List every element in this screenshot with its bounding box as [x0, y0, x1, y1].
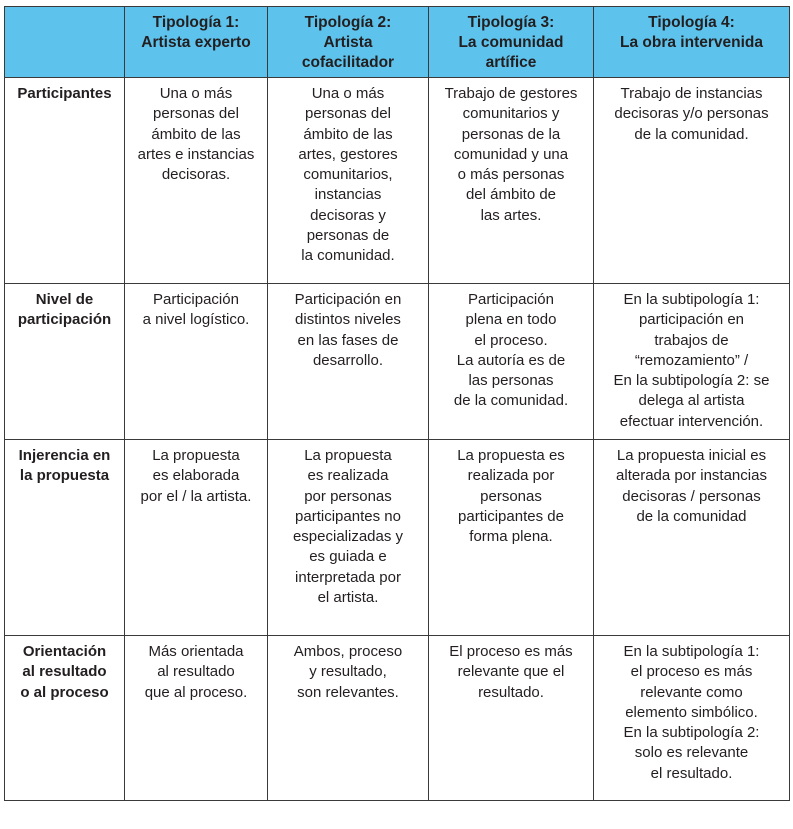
table-row-injerencia: [5, 440, 790, 636]
row-label: Injerencia en la propuesta: [5, 440, 125, 636]
table-cell: La propuesta inicial es alterada por instancias decisoras / personas de la comunidad: [594, 440, 790, 636]
header-typology-4: Tipología 4: La obra intervenida: [594, 7, 790, 78]
table-cell: Participación en distintos niveles en las fases de desarrollo.: [268, 284, 429, 440]
table-cell: En la subtipología 1: el proceso es más relevante como elemento simbólico. En la subtipología 2: solo es relevante el resultado.: [594, 636, 790, 801]
table-cell: La propuesta es realizada por personas participantes de forma plena.: [429, 440, 594, 636]
header-corner-cell: [5, 7, 125, 78]
table-cell: Participación a nivel logístico.: [125, 284, 268, 440]
table-cell: Participación plena en todo el proceso. La autoría es de las personas de la comunidad.: [429, 284, 594, 440]
table-cell: El proceso es más relevante que el resultado.: [429, 636, 594, 801]
table-cell: Una o más personas del ámbito de las artes e instancias decisoras.: [125, 78, 268, 284]
row-label: Nivel de participación: [5, 284, 125, 440]
table-cell: Una o más personas del ámbito de las artes, gestores comunitarios, instancias decisoras y personas de la comunidad.: [268, 78, 429, 284]
row-label: Orientación al resultado o al proceso: [5, 636, 125, 801]
table-row-nivel-participacion: [5, 284, 790, 440]
row-label: Participantes: [5, 78, 125, 284]
table-cell: Más orientada al resultado que al proceso.: [125, 636, 268, 801]
table-cell: Ambos, proceso y resultado, son relevantes.: [268, 636, 429, 801]
typology-table-container: [4, 6, 790, 801]
table-cell: En la subtipología 1: participación en trabajos de “remozamiento” / En la subtipología 2: se delega al artista efectuar intervención.: [594, 284, 790, 440]
typology-comparison-table: [4, 6, 790, 801]
header-typology-3: Tipología 3: La comunidad artífice: [429, 7, 594, 78]
table-cell: La propuesta es realizada por personas participantes no especializadas y es guiada e interpretada por el artista.: [268, 440, 429, 636]
table-body: [5, 78, 790, 801]
table-cell: Trabajo de instancias decisoras y/o personas de la comunidad.: [594, 78, 790, 284]
table-row-orientacion: [5, 636, 790, 801]
header-row: [5, 7, 790, 78]
header-typology-2: Tipología 2: Artista cofacilitador: [268, 7, 429, 78]
table-row-participantes: [5, 78, 790, 284]
table-cell: Trabajo de gestores comunitarios y personas de la comunidad y una o más personas del ámbito de las artes.: [429, 78, 594, 284]
table-cell: La propuesta es elaborada por el / la artista.: [125, 440, 268, 636]
header-typology-1: Tipología 1: Artista experto: [125, 7, 268, 78]
table-header: [5, 7, 790, 78]
